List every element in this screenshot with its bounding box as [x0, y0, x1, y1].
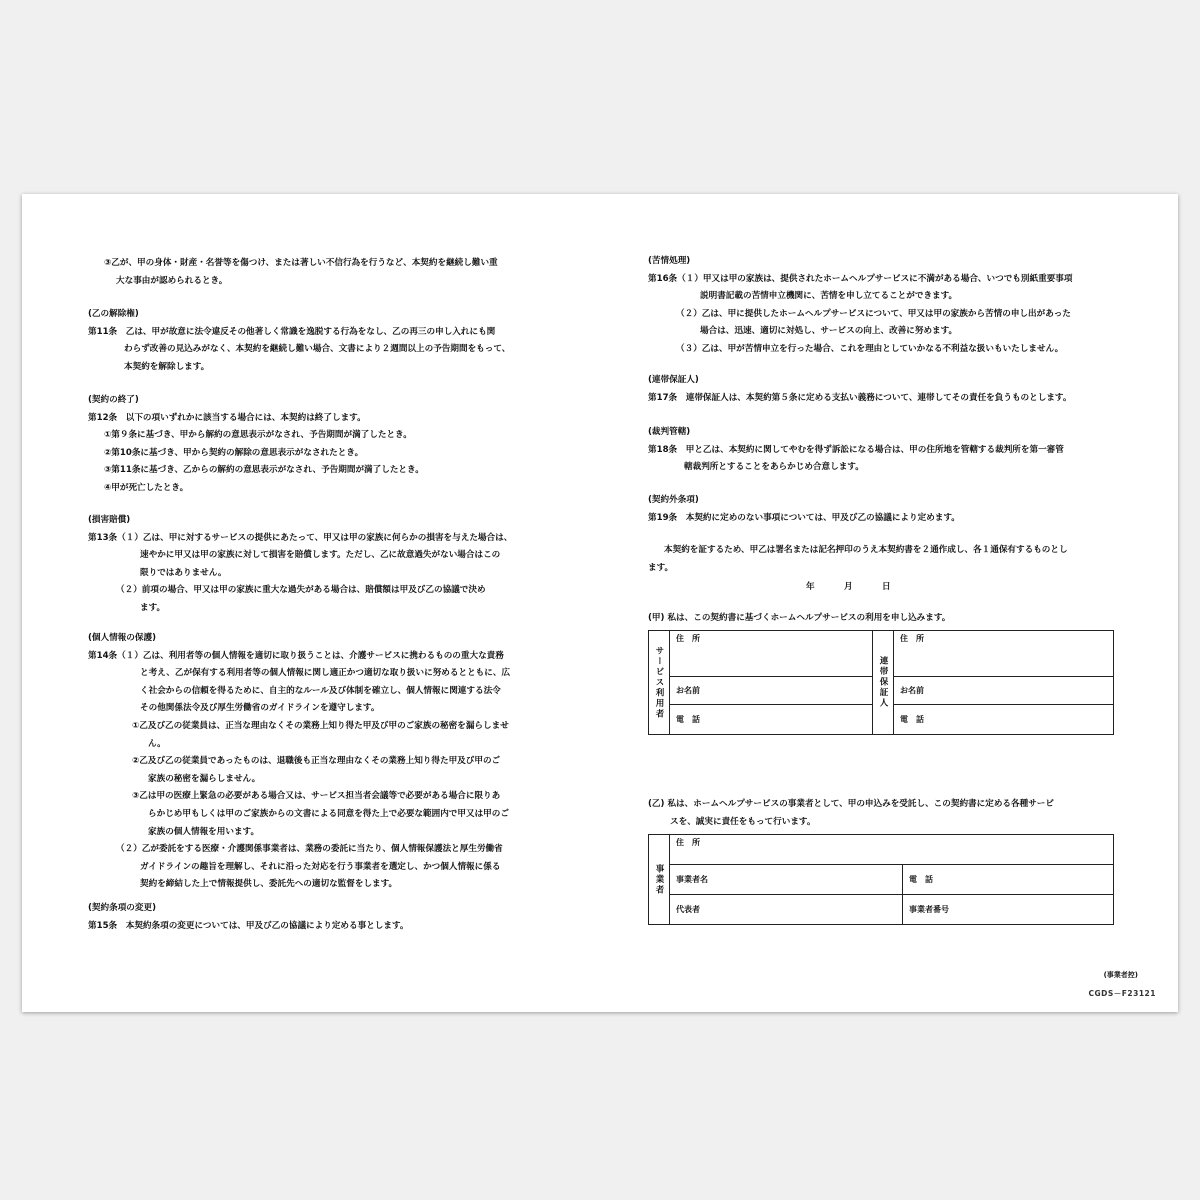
article-15: [88, 900, 556, 935]
article-17: [648, 372, 1118, 407]
article-line: 第15条 本契約条項の変更については、甲及び乙の協議により定める事とします。: [88, 920, 409, 931]
representative-field[interactable]: [670, 895, 903, 925]
article-19: [648, 492, 1118, 527]
intro-line: 大な事由が認められるとき。: [116, 275, 228, 286]
article-heading: (乙の解除権): [88, 309, 139, 319]
article-line: 本契約を解除します。: [124, 361, 210, 372]
user-name-field[interactable]: [670, 677, 873, 705]
closing-text: [648, 542, 1118, 577]
article-11: [88, 306, 556, 376]
closing-line: ます。: [648, 562, 674, 573]
guarantor-phone-label: 電 話: [900, 715, 924, 724]
article-line: その他関係法令及び厚生労働省のガイドラインを遵守します。: [140, 703, 380, 714]
article-line: ③乙は甲の医療上緊急の必要がある場合又は、サービス担当者会議等で必要がある場合に限りあ: [132, 791, 501, 802]
contract-sheet: [22, 194, 1178, 1012]
article-18: [648, 424, 1118, 477]
article-line: らかじめ甲もしくは甲のご家族からの文書による同意を得た上で必要な範囲内で甲又は甲のご: [148, 808, 509, 819]
article-heading: (個人情報の保護): [88, 633, 157, 643]
article-line: 第12条 以下の項いずれかに該当する場合には、本契約は終了します。: [88, 412, 366, 423]
ko-statement: [648, 610, 1118, 628]
article-line: 第18条 甲と乙は、本契約に関してやむを得ず訴訟になる場合は、甲の住所地を管轄する裁判所を第一審管: [648, 444, 1064, 455]
article-line: ③第11条に基づき、乙からの解約の意思表示がなされ、予告期間が満了したとき。: [104, 465, 424, 476]
article-line: 第14条（１）乙は、利用者等の個人情報を適切に取り扱うことは、介護サービスに携わるものの重大な責務: [88, 650, 504, 661]
user-phone-field[interactable]: [670, 705, 873, 735]
ko-signature-table: [648, 630, 1114, 735]
article-line: く社会からの信頼を得るために、自主的なルール及び体制を確立し、個人情報に関連する法令: [140, 685, 501, 696]
article-line: （２）乙が委託をする医療・介護関係事業者は、業務の委託に当たり、個人情報保護法と厚生労働省: [116, 844, 503, 855]
article-line: 第13条（１）乙は、甲に対するサービスの提供にあたって、甲又は甲の家族に何らかの損害を与えた場合は、: [88, 532, 513, 543]
guarantor-label: 連帯保証人: [873, 631, 894, 735]
article-12: [88, 392, 556, 498]
guarantor-name-field[interactable]: [894, 677, 1114, 705]
intro-clause: [88, 255, 556, 290]
closing-line: 本契約を証するため、甲乙は署名または記名押印のうえ本契約書を２通作成し、各１通保有するものとし: [664, 545, 1068, 555]
article-line: と考え、乙が保有する利用者等の個人情報に関し適正かつ適切な取り扱いに努めるとともに、広: [140, 668, 511, 679]
business-phone-label: 電 話: [909, 875, 933, 884]
article-13: [88, 512, 556, 618]
article-line: 契約を締結した上で情報提供し、委託先への適切な監督をします。: [140, 879, 398, 890]
article-line: 家族の個人情報を用います。: [148, 826, 260, 837]
user-phone-label: 電 話: [676, 715, 700, 724]
user-label: サービス利用者: [649, 631, 670, 735]
date-day: 日: [882, 582, 891, 592]
article-line: ④甲が死亡したとき。: [104, 482, 189, 493]
otsu-signature-table: [648, 834, 1114, 925]
date-year: 年: [806, 582, 815, 592]
business-phone-field[interactable]: [903, 865, 1114, 895]
article-line: わらず改善の見込みがなく、本契約を継続し難い場合、文書により２週間以上の予告期間をもって、: [124, 344, 511, 355]
article-heading: (裁判管轄): [648, 427, 691, 437]
article-line: （３）乙は、甲が苦情申立を行った場合、これを理由としていかなる不利益な扱いもいたしません。: [676, 343, 1064, 354]
business-number-label: 事業者番号: [909, 905, 949, 914]
article-line: 第17条 連帯保証人は、本契約第５条に定める支払い義務について、連帯してその責任を負うものとします。: [648, 392, 1072, 403]
guarantor-address-field[interactable]: [894, 631, 1114, 677]
article-heading: (連帯保証人): [648, 375, 699, 385]
article-line: ②乙及び乙の従業員であったものは、退職後も正当な理由なくその業務上知り得た甲及び甲のご: [132, 756, 501, 767]
article-line: ん。: [148, 738, 166, 749]
article-line: 第19条 本契約に定めのない事項については、甲及び乙の協議により定めます。: [648, 512, 960, 523]
article-heading: (苦情処理): [648, 256, 691, 266]
article-heading: (契約外条項): [648, 495, 699, 505]
otsu-statement-line: スを、誠実に責任をもって行います。: [670, 816, 816, 827]
article-line: ②第10条に基づき、甲から契約の解除の意思表示がなされたとき。: [104, 447, 364, 458]
date-month: 月: [844, 582, 853, 592]
representative-label: 代表者: [676, 905, 700, 914]
article-line: （２）乙は、甲に提供したホームヘルプサービスについて、甲又は甲の家族から苦情の申し出があった: [676, 308, 1071, 319]
article-line: 速やかに甲又は甲の家族に対して損害を賠償します。ただし、乙に故意過失がない場合はこの: [140, 550, 501, 561]
article-line: ます。: [140, 602, 166, 613]
otsu-statement: [648, 796, 1118, 831]
business-address-label: 住 所: [676, 838, 700, 847]
article-heading: (契約条項の変更): [88, 903, 157, 913]
article-heading: (契約の終了): [88, 395, 139, 405]
article-line: （２）前項の場合、甲又は甲の家族に重大な過失がある場合は、賠償額は甲及び乙の協議で決め: [116, 585, 486, 596]
article-14: [88, 630, 556, 894]
article-line: 説明書記載の苦情申立機関に、苦情を申し立てることができます。: [700, 291, 958, 302]
article-line: ①乙及び乙の従業員は、正当な理由なくその業務上知り得た甲及び甲のご家族の秘密を漏らしませ: [132, 720, 509, 731]
intro-line: ③乙が、甲の身体・財産・名誉等を傷つけ、または著しい不信行為を行うなど、本契約を継続し難い重: [104, 258, 498, 268]
copy-label: (事業者控): [1103, 971, 1138, 979]
article-line: 限りではありません。: [140, 567, 227, 578]
article-line: 家族の秘密を漏らしません。: [148, 773, 261, 784]
form-code: CGDS－F23121: [1088, 989, 1156, 998]
article-line: ①第９条に基づき、甲から解約の意思表示がなされ、予告期間が満了したとき。: [104, 430, 412, 441]
article-16: [648, 253, 1118, 359]
business-number-field[interactable]: [903, 895, 1114, 925]
article-line: 第16条（１）甲又は甲の家族は、提供されたホームヘルプサービスに不満がある場合、いつでも別紙重要事項: [648, 273, 1073, 284]
article-line: 第11条 乙は、甲が故意に法令違反その他著しく常識を逸脱する行為をなし、乙の再三の申し入れにも関: [88, 326, 496, 337]
article-line: 場合は、迅速、適切に対処し、サービスの向上、改善に努めます。: [700, 326, 958, 337]
article-line: 轄裁判所とすることをあらかじめ合意します。: [684, 462, 864, 473]
guarantor-name-label: お名前: [900, 686, 924, 695]
article-heading: (損害賠償): [88, 515, 131, 525]
article-line: ガイドラインの趣旨を理解し、それに沿った対応を行う事業者を選定し、かつ個人情報に係る: [140, 861, 501, 872]
user-name-label: お名前: [676, 686, 700, 695]
business-name-label: 事業者名: [676, 875, 708, 884]
ko-statement-line: (甲) 私は、この契約書に基づくホームヘルプサービスの利用を申し込みます。: [648, 613, 951, 623]
business-name-field[interactable]: [670, 865, 903, 895]
business-address-field[interactable]: [670, 835, 1114, 865]
business-label: 事業者: [649, 835, 670, 925]
user-address-field[interactable]: [670, 631, 873, 677]
guarantor-address-label: 住 所: [900, 634, 924, 643]
otsu-statement-line: (乙) 私は、ホームヘルプサービスの事業者として、甲の申込みを受託し、この契約書に定める各種サービ: [648, 799, 1054, 809]
user-address-label: 住 所: [676, 634, 700, 643]
guarantor-phone-field[interactable]: [894, 705, 1114, 735]
